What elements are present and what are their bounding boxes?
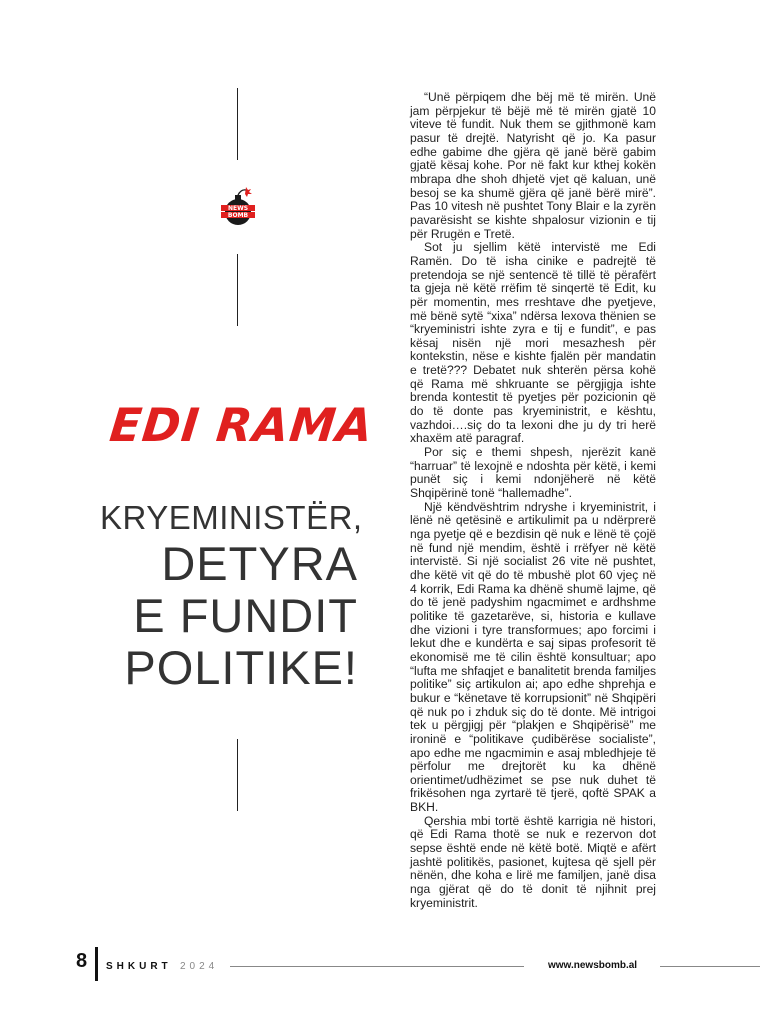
article-paragraph: Qershia mbi tortë është karrigia në histori, që Edi Rama thotë se nuk e rezervon dot sepse është ende në këtë botë. Miqtë e afërt jashtë politikës, pasionet, kujtesa që sjell për nënën, dhe koha e lirë me familjen, janë disa nga gjërat që do të donit të njihnit prej kryeministrit. (410, 813, 656, 910)
footer-rule (660, 966, 760, 967)
article-paragraph: Një këndvështrim ndryshe i kryeministrit, i lënë në qetësinë e artikulimit pa u ndërprerë nga pyetje që e bezdisin që nuk e lënë të çojë në fund një mendim, është i rrëfyer në këtë intervistë. Si një socialist 26 vite në pushtet, dhe këtë vit që do të mbushë plot 60 vjeç në 4 korrik, Edi Rama ka dhënë shumë lajme, që do të jenë padyshim ngacmimet e ardhshme politike të gazetarëve, si, historia e kullave dhe vizioni i tyre transformues; apo forcimi i lekut dhe e kundërta e saj sipas profesorit të ekonomisë me të cilin është konsultuar; apo “lufta me shfaqjet e banalitetit brenda familjes politike” siç artikulon ai; apo edhe shprehja e bukur e “kënetave të korrupsionit” në Shqipëri që nuk po i zhduk siç do të donte. Më intrigoi tek u përgjigj për “plakjen e Shqipërisë” me ironinë e “politikave çudibërëse socialiste”, apo edhe me ngacmimin e asaj mbledhjeje të përfolur me drejtorët ku ka dhënë orientimet/udhëzimet se pse nuk duhet të frikësohen nga zyrtarë të tjerë, qoftë SPAK a BKH. (410, 499, 656, 815)
footer-url: www.newsbomb.al (548, 960, 638, 971)
divider-line-bottom (237, 739, 238, 811)
headline-subtitle (100, 498, 363, 694)
article-paragraph: Por siç e themi shpesh, njerëzit kanë “harruar” të lexojnë e ndoshta për këtë, i kemi punët siç i kemi ndonjëherë në këtë Shqipërinë tonë “hallemadhe”. (410, 445, 656, 501)
headline-sub-line-1: KRYEMINISTËR, (100, 499, 363, 536)
footer-month: SHKURT (106, 961, 172, 972)
footer-year: 2024 (180, 961, 219, 972)
article-paragraph: Sot ju sjellim këtë intervistë me Edi Ramën. Do të isha cinike e padrejtë të pretendoja se një sentencë të tillë të përafërt ta gjeja në këtë rrëfim të sinqertë të Edit, ku për momentin, mes rreshtave dhe pyetjeve, më bënë sytë “xixa” ndërsa lexova thënien se “kryeministri ishte zyra e tij e fundit”, e pas kësaj nisën një mori mesazhesh për kontekstin, nëse e kishte fjalën për mandatin e tretë??? Debatet nuk shterën përsa kohë që Rama më shkruante se përgjigja ishte brenda kontestit të pyetjes për pozicionin që do të donte pas kryeministrit, e kështu, vazhdoi….siç do ta lexoni dhe ju dy tri herë xhaxëm atë paragraf. (410, 240, 656, 446)
headline-sub-line-3: E FUNDIT (133, 589, 358, 642)
headline-sub-line-2: DETYRA (161, 537, 358, 590)
article-paragraph: “Unë përpiqem dhe bëj më të mirën. Unë jam përpjekur të bëjë më të mirën gjatë 10 viteve të fundit. Nuk them se gjithmonë kam pasur të drejtë. Natyrisht që jo. Ka pasur edhe gabime dhe gjëra që janë bërë gabim gjatë kësaj kohe. Por në fakt kur kthej kokën mbrapa dhe shoh dhjetë vjet që kaluan, unë besoj se ka shumë gjëra që janë bërë mirë”. Pas 10 vitesh në pushtet Tony Blair e la zyrën pavarësisht se kishte shpalosur vizionin e tij për Rrugën e Tretë. (410, 90, 656, 241)
article-body (410, 91, 656, 910)
logo-text-bomb: BOMB (227, 212, 249, 219)
divider-line-middle (237, 254, 238, 326)
bomb-icon (221, 186, 255, 230)
divider-line-top (237, 88, 238, 160)
headline-name: EDI RAMA (107, 398, 376, 452)
footer-rule (230, 966, 524, 967)
footer-bar (95, 947, 98, 981)
headline-sub-line-4: POLITIKE! (124, 641, 358, 694)
page-number: 8 (76, 950, 88, 972)
logo-text-news: NEWS (227, 205, 249, 212)
newsbomb-logo (221, 186, 255, 230)
